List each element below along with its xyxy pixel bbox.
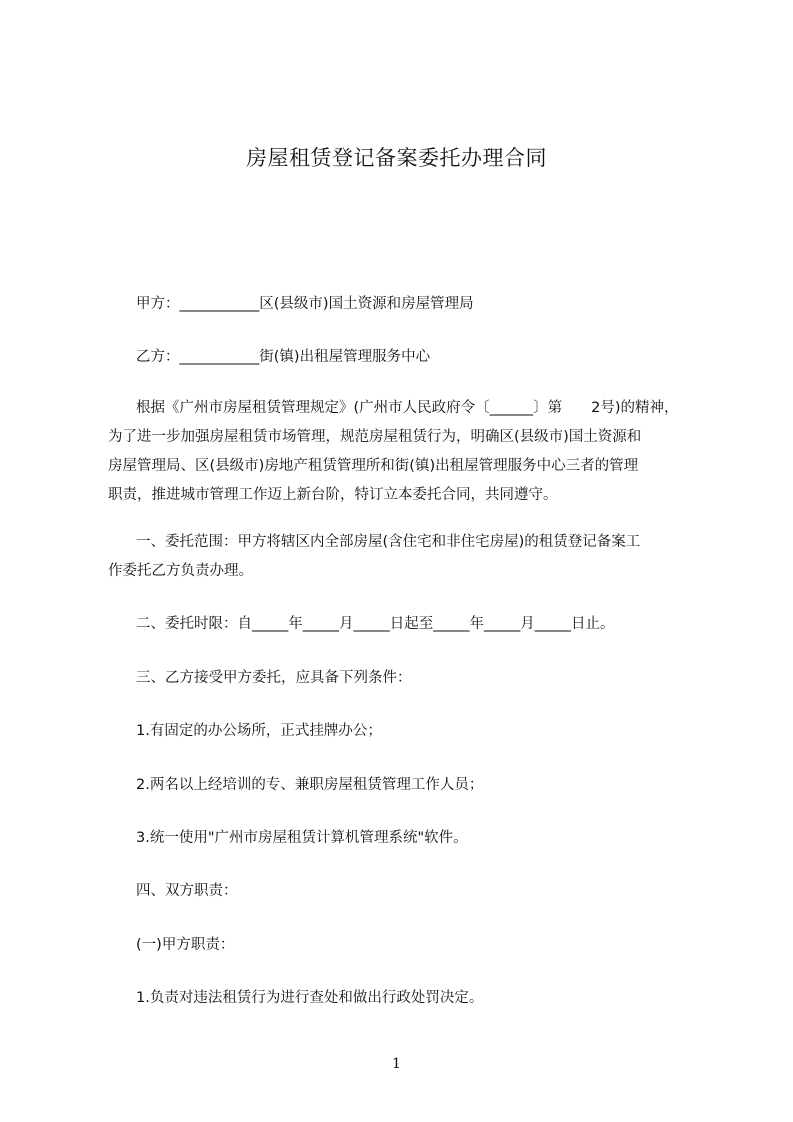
- condition-1: 1.有固定的办公场所，正式挂牌办公；: [136, 723, 382, 739]
- document-title: 房屋租赁登记备案委托办理合同: [246, 146, 547, 170]
- condition-3: 3.统一使用"广州市房屋租赁计算机管理系统"软件。: [136, 830, 468, 846]
- intro-line-1: 根据《广州市房屋租赁管理规定》(广州市人民政府令〔______〕第 2号)的精神，: [136, 400, 679, 416]
- party-a-line: 甲方：___________区(县级市)国土资源和房屋管理局: [136, 296, 474, 312]
- intro-line-2: 为了进一步加强房屋租赁市场管理，规范房屋租赁行为，明确区(县级市)国土资源和: [108, 429, 642, 445]
- section1-line-2: 作委托乙方负责办理。: [108, 563, 253, 579]
- party-a-duties-heading: (一)甲方职责：: [136, 937, 235, 953]
- duty-1: 1.负责对违法租赁行为进行查处和做出行政处罚决定。: [136, 990, 484, 1006]
- section4-heading: 四、双方职责：: [136, 883, 238, 899]
- intro-line-4: 职责，推进城市管理工作迈上新台阶，特订立本委托合同，共同遵守。: [108, 487, 558, 503]
- section2-term: 二、委托时限：自_____年_____月_____日起至_____年_____月_____日止。: [136, 616, 615, 632]
- intro-line-3: 房屋管理局、区(县级市)房地产租赁管理所和街(镇)出租屋管理服务中心三者的管理: [108, 458, 639, 474]
- condition-2: 2.两名以上经培训的专、兼职房屋租赁管理工作人员；: [136, 777, 484, 793]
- section3-heading: 三、乙方接受甲方委托，应具备下列条件：: [136, 670, 412, 686]
- party-b-line: 乙方：___________街(镇)出租屋管理服务中心: [136, 349, 431, 365]
- section1-line-1: 一、委托范围：甲方将辖区内全部房屋(含住宅和非住宅房屋)的租赁登记备案工: [136, 534, 641, 550]
- page-number: 1: [392, 1056, 401, 1072]
